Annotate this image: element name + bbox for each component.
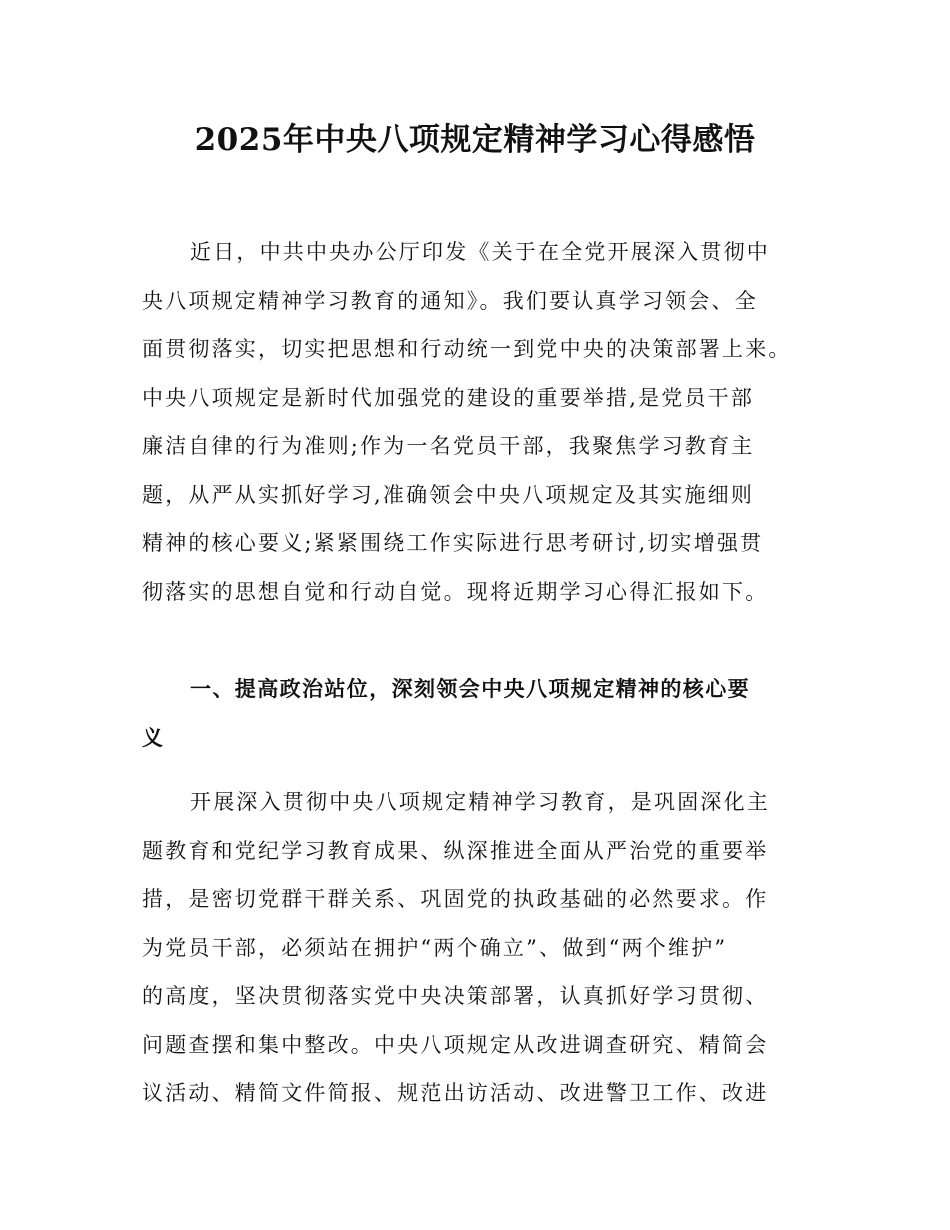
- paragraph-line: 的高度，坚决贯彻落实党中央决策部署，认真抓好学习贯彻、: [142, 984, 769, 1008]
- paragraph-line: 开展深入贯彻中央八项规定精神学习教育，是巩固深化主: [190, 790, 770, 814]
- paragraph-line: 精神的核心要义;紧紧围绕工作实际进行思考研讨,切实增强贯: [142, 531, 764, 555]
- section-heading-1: [142, 665, 842, 762]
- paragraph-line: 彻落实的思想自觉和行动自觉。现将近期学习心得汇报如下。: [142, 579, 769, 604]
- paragraph-line: 面贯彻落实，切实把思想和行动统一到党中央的决策部署上来。: [142, 337, 792, 361]
- paragraph-line: 议活动、精简文件简报、规范出访活动、改进警卫工作、改进: [142, 1081, 769, 1105]
- paragraph-line: 措，是密切党群干群关系、巩固党的执政基础的必然要求。作: [142, 887, 769, 911]
- paragraph-line: 题，从严从实抓好学习,准确领会中央八项规定及其实施细则: [142, 482, 755, 507]
- heading-line: 一、提高政治站位，深刻领会中央八项规定精神的核心要: [190, 677, 750, 701]
- heading-line: 义: [142, 725, 165, 750]
- paragraph-intro: [142, 228, 842, 616]
- document-title: 2025年中央八项规定精神学习心得感悟: [194, 122, 756, 158]
- paragraph-line: 为党员干部，必须站在拥护“两个确立”、做到“两个维护”: [142, 935, 728, 960]
- paragraph-line: 近日，中共中央办公厅印发《关于在全党开展深入贯彻中: [190, 240, 770, 264]
- paragraph-line: 中央八项规定是新时代加强党的建设的重要举措,是党员干部: [142, 385, 755, 410]
- paragraph-line: 题教育和党纪学习教育成果、纵深推进全面从严治党的重要举: [142, 838, 769, 863]
- paragraph-line: 央八项规定精神学习教育的通知》。我们要认真学习领会、全: [142, 288, 758, 313]
- paragraph-line: 问题查摆和集中整改。中央八项规定从改进调查研究、精简会: [142, 1032, 769, 1057]
- paragraph-section-1: [142, 778, 842, 1118]
- paragraph-line: 廉洁自律的行为准则;作为一名党员干部，我聚焦学习教育主: [142, 434, 755, 458]
